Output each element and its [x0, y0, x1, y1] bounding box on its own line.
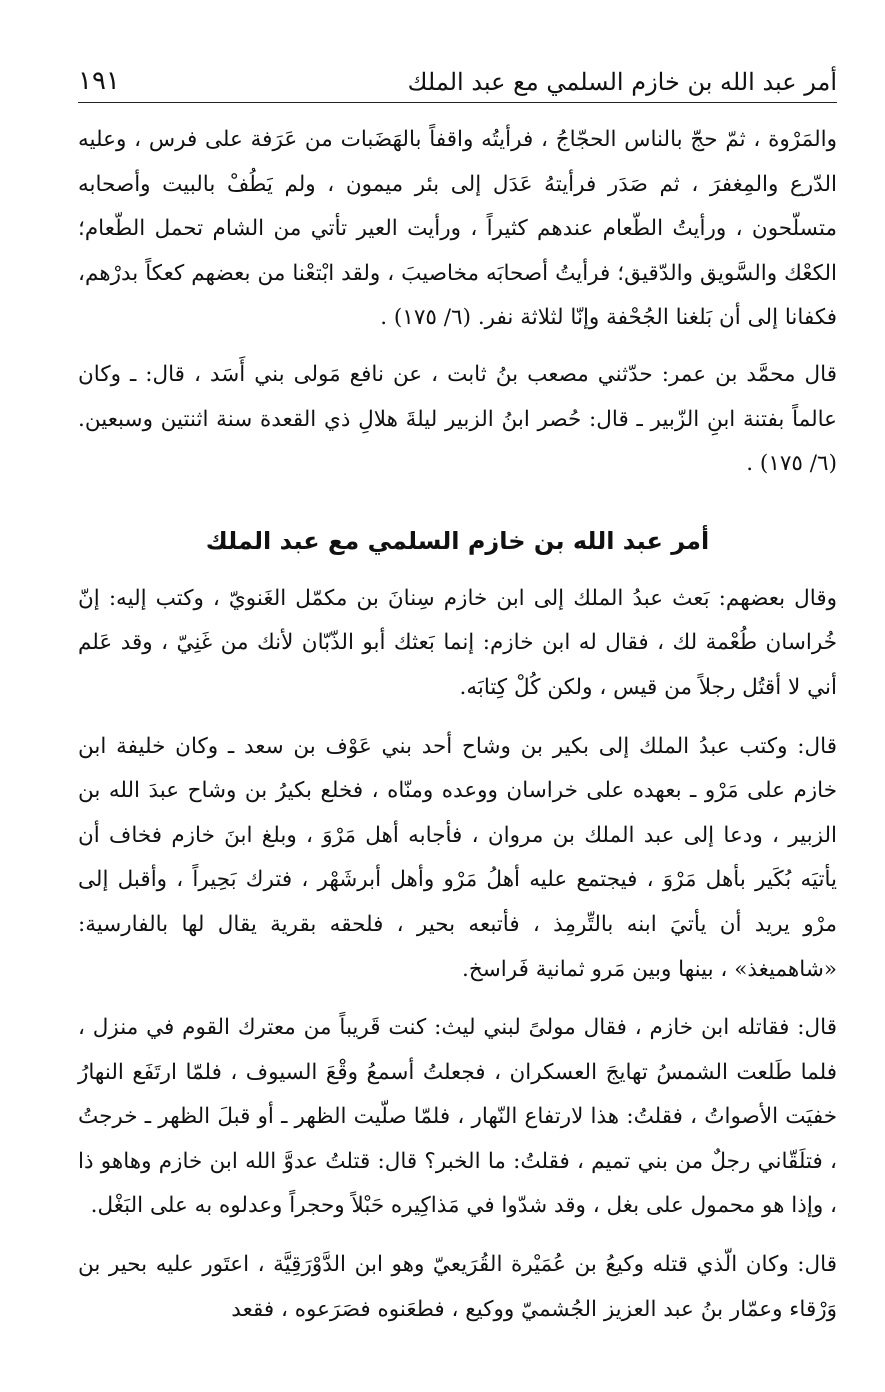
- running-title: أمر عبد الله بن خازم السلمي مع عبد الملك: [407, 68, 837, 96]
- paragraph: والمَرْوة ، ثمّ حجّ بالناس الحجّاجُ ، فرأيتُه واقفاً بالهَضَبات من عَرَفة على فرس ، وعليه الدّرع والمِغفرَ ، ثم صَدَر فرأيتهُ عَدَل إلى بئر ميمون ، ولم يَطُفْ بالبيت وأصحابه متسلّحون ، ورأيتُ الطّعام عندهم كثيراً ، ورأيت العير تأتي من الشام تحمل الطّعام؛ الكعْك والسَّويق والدّقيق؛ فرأيتُ أصحابَه مخاصيبَ ، ولقد ابْتعْنا من بعضهم كعكاً بدرْهم، فكفانا إلى أن بَلغنا الجُحْفة وإنّا لثلاثة نفر. (٦/ ١٧٥) .: [78, 127, 837, 331]
- paragraph: قال: وكان الّذي قتله وكيعُ بن عُمَيْرة القُرَيعيّ وهو ابن الدَّوْرَقِيَّة ، اعتَور عليه بحير بن وَرْقاء وعمّار بنُ عبد العزيز الجُشميّ ووكيع ، فطعَنوه فصَرَعوه ، فقعد: [78, 1252, 837, 1322]
- paragraph: وقال بعضهم: بَعث عبدُ الملك إلى ابن خازم سِنانَ بن مكمّل الغَنويّ ، وكتب إليه: إنّ خُراسان طُعْمة لك ، فقال له ابن خازم: إنما بَعثك أبو الذّبّان لأنك من غَنِيّ ، وقد عَلم أني لا أقتُل رجلاً من قيس ، ولكن كُلْ كِتابَه.: [78, 585, 837, 700]
- paragraph: قال: فقاتله ابن خازم ، فقال مولىً لبني ليث: كنت قَريباً من معترك القوم في منزل ، فلما طَلعت الشمسُ تهايجَ العسكران ، فجعلتُ أسمعُ وقْعَ السيوف ، فلمّا ارتَفَع النهارُ خفيَت الأصواتُ ، فقلتُ: هذا لارتفاع النّهار ، فلمّا صلّيت الظهر ـ أو قبلَ الظهر ـ خرجتُ ، فتلَقّاني رجلٌ من بني تميم ، فقلتُ: ما الخبر؟ قال: قتلتُ عدوَّ الله ابن خازم وهاهو ذا ، وإذا هو محمول على بغل ، وقد شدّوا في مَذاكِيره حَبْلاً وحجراً وعدلوه به على البَغْل.: [78, 1015, 837, 1219]
- section-heading: أمر عبد الله بن خازم السلمي مع عبد الملك: [205, 526, 710, 555]
- paragraph: قال: وكتب عبدُ الملك إلى بكير بن وشاح أحد بني عَوْف بن سعد ـ وكان خليفة ابن خازم على مَرْو ـ بعهده على خراسان ووعده ومنّاه ، فخلع بكيرُ بن وشاح عبدَ الله بن الزبير ، ودعا إلى عبد الملك بن مروان ، فأجابه أهل مَرْوَ ، وبلغ ابنَ خازم فخاف أن يأتيَه بُكَير بأهل مَرْوَ ، فيجتمع عليه أهلُ مَرْو وأهل أبرشَهْر ، فترك بَحِيراً ، وأقبل إلى مرْو يريد أن يأتيَ ابنه بالتِّرمِذ ، فأتبعه بحير ، فلحقه بقرية يقال لها بالفارسية: «شاهميغذ» ، بينها وبين مَرو ثمانية فَراسخ.: [78, 733, 837, 982]
- page-body: [78, 118, 837, 1346]
- paragraph: قال محمَّد بن عمر: حدّثني مصعب بنُ ثابت ، عن نافع مَولى بني أَسَد ، قال: ـ وكان عالماً بفتنة ابنِ الزّبير ـ قال: حُصر ابنُ الزبير ليلةَ هلالِ ذي القعدة سنة اثنتين وسبعين. (٦/ ١٧٥) .: [78, 361, 837, 477]
- page-number: ١٩١: [78, 66, 120, 96]
- page-header: [78, 58, 837, 103]
